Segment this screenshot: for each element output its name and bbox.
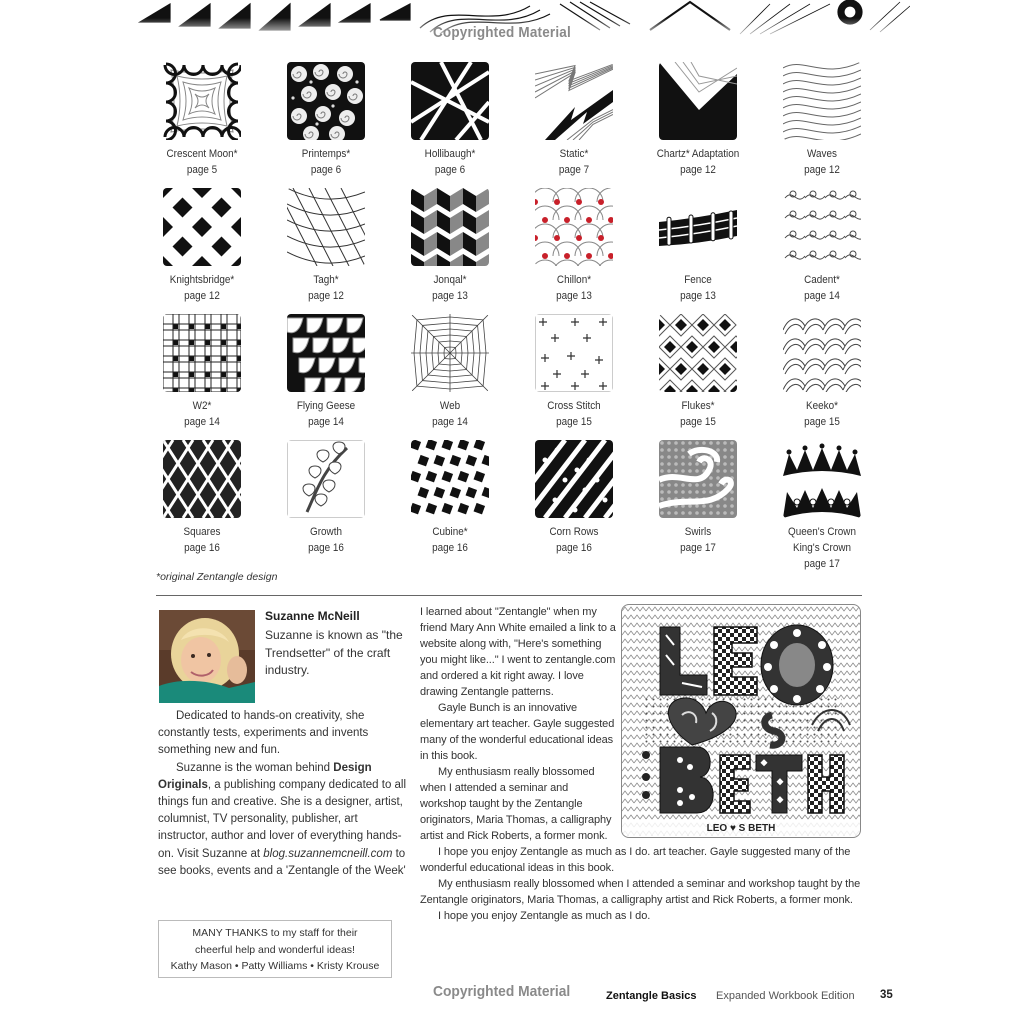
pattern-page-ref: page 6 [310, 164, 342, 176]
pattern-tile-chartz [636, 62, 760, 178]
article-paragraph-3: My enthusiasm really blossomed when I attended a seminar and workshop taught by the Zentangle originators, Maria Thomas, a calligraphy artist and Rick Roberts, a former monk. [420, 766, 612, 842]
pattern-swatch [783, 314, 861, 392]
pattern-page-ref: page 12 [804, 164, 840, 176]
author-bio [158, 708, 408, 880]
book-edition: Expanded Workbook Edition [716, 990, 855, 1002]
pattern-name: Squares [183, 526, 221, 538]
pattern-tile-cross-stitch [512, 314, 636, 430]
pattern-page-ref: page 16 [432, 542, 468, 554]
article-paragraph-4: I hope you enjoy Zentangle as much as I do. art teacher. Gayle suggested many of the wonderful educational ideas in this book. [420, 846, 851, 874]
bio-text: Suzanne is the woman behind [176, 761, 334, 774]
pattern-swatch [163, 314, 241, 392]
pattern-name: Flying Geese [296, 400, 356, 412]
pattern-swatch [535, 440, 613, 518]
pattern-name: Queen's Crown [788, 526, 856, 538]
pattern-name: King's Crown [792, 542, 852, 554]
pattern-tile-fence [636, 188, 760, 304]
pattern-page-ref: page 7 [558, 164, 590, 176]
pattern-swatch [287, 62, 365, 140]
thanks-line-2: cheerful help and wonderful ideas! [195, 943, 355, 956]
pattern-page-ref: page 15 [680, 416, 716, 428]
pattern-tile-crowns [760, 440, 884, 572]
pattern-tile-flukes [636, 314, 760, 430]
thanks-line-1: MANY THANKS to my staff for their [192, 927, 358, 939]
pattern-name: Chillon* [556, 274, 592, 286]
bio-text: , a publishing company dedicated to all things fun and creative. She is a designer, artist, columnist, TV personality, publisher, art instructor, author and lover of everything hands-on. Visit Suzanne at [158, 778, 407, 860]
pattern-swatch [287, 440, 365, 518]
thanks-staff-names: Kathy Mason • Patty Williams • Kristy Krouse [170, 960, 380, 972]
article-paragraph-2: Gayle Bunch is an innovative elementary art teacher. Gayle suggested many of the wonderful educational ideas in this book. [420, 702, 615, 762]
copyright-watermark-top: Copyrighted Material [433, 24, 571, 41]
pattern-page-ref: page 13 [556, 290, 592, 302]
pattern-swatch [783, 188, 861, 266]
pattern-name: Web [439, 400, 461, 412]
pattern-name: Tagh* [313, 274, 339, 286]
pattern-swatch [163, 440, 241, 518]
pattern-page-ref: page 17 [804, 558, 840, 570]
pattern-swatch [411, 440, 489, 518]
pattern-tile-keeko [760, 314, 884, 430]
pattern-name: Cadent* [804, 274, 840, 286]
article-paragraph-1: I learned about "Zentangle" when my friend Mary Ann White emailed a link to a website along with, "Here's something you might like..." I went to zentangle.com and ordered a kit right away. I love drawing Zentangle patterns. [420, 606, 616, 698]
pattern-swatch [659, 314, 737, 392]
pattern-page-ref: page 12 [184, 290, 220, 302]
pattern-tile-web [388, 314, 512, 430]
pattern-name: Keeko* [806, 400, 838, 412]
pattern-tile-crescent-moon [140, 62, 264, 178]
pattern-name: Knightsbridge* [169, 274, 235, 286]
pattern-swatch [783, 440, 861, 518]
pattern-name: Hollibaugh* [424, 148, 476, 160]
pattern-swatch [163, 188, 241, 266]
pattern-tile-swirls [636, 440, 760, 556]
book-title: Zentangle Basics [606, 990, 697, 1002]
pattern-tile-hollibaugh [388, 62, 512, 178]
pattern-name: Growth [310, 526, 342, 538]
article-paragraph-6: I hope you enjoy Zentangle as much as I do. [438, 910, 651, 922]
pattern-page-ref: page 17 [680, 542, 716, 554]
pattern-name: Cubine* [432, 526, 468, 538]
pattern-name: Flukes* [681, 400, 715, 412]
pattern-tile-tagh [264, 188, 388, 304]
pattern-tile-growth [264, 440, 388, 556]
pattern-swatch [535, 62, 613, 140]
article-paragraph-5: My enthusiasm really blossomed when I attended a seminar and workshop taught by the Zentangle originators, Maria Thomas, a calligraphy artist and Rick Roberts, a former monk. [420, 878, 861, 906]
pattern-page-ref: page 12 [680, 164, 716, 176]
pattern-name: Static* [559, 148, 589, 160]
pattern-page-ref: page 14 [184, 416, 220, 428]
pattern-name: Jonqal* [433, 274, 467, 286]
bio-text: to see books, events and a 'Zentangle of the Week' [158, 847, 406, 877]
pattern-tile-static [512, 62, 636, 178]
footnote: *original Zentangle design [156, 571, 278, 583]
pattern-page-ref: page 6 [434, 164, 466, 176]
pattern-swatch [287, 188, 365, 266]
pattern-name: Waves [807, 148, 837, 160]
pattern-page-ref: page 15 [804, 416, 840, 428]
pattern-swatch [783, 62, 861, 140]
pattern-name: Printemps* [301, 148, 351, 160]
pattern-name: Swirls [684, 526, 712, 538]
pattern-page-ref: page 16 [184, 542, 220, 554]
pattern-page-ref: page 14 [308, 416, 344, 428]
pattern-tile-corn-rows [512, 440, 636, 556]
pattern-page-ref: page 13 [432, 290, 468, 302]
author-intro: Suzanne is known as "the Trendsetter" of the craft industry. [265, 628, 403, 677]
pattern-swatch [535, 188, 613, 266]
bio-paragraph-2 [158, 760, 408, 880]
pattern-name: Crescent Moon* [166, 148, 238, 160]
pattern-swatch [659, 62, 737, 140]
artwork-lettering: LEO ♥ S BETH [622, 822, 860, 835]
pattern-name: Fence [684, 274, 712, 286]
pattern-page-ref: page 15 [556, 416, 592, 428]
pattern-page-ref: page 16 [556, 542, 592, 554]
pattern-tile-w2 [140, 314, 264, 430]
zentangle-lettering-artwork [621, 604, 861, 838]
pattern-swatch [411, 62, 489, 140]
section-divider [156, 595, 862, 596]
pattern-swatch [411, 188, 489, 266]
pattern-tile-knightsbridge [140, 188, 264, 304]
pattern-name: W2* [192, 400, 212, 412]
pattern-name: Cross Stitch [547, 400, 601, 412]
pattern-swatch [659, 188, 737, 266]
pattern-swatch [659, 440, 737, 518]
bio-paragraph-1: Dedicated to hands-on creativity, she constantly tests, experiments and invents something new and fun. [158, 710, 369, 757]
pattern-page-ref: page 14 [804, 290, 840, 302]
pattern-page-ref: page 5 [186, 164, 218, 176]
pattern-swatch [535, 314, 613, 392]
pattern-tile-jonqal [388, 188, 512, 304]
pattern-swatch [163, 62, 241, 140]
copyright-watermark-bottom: Copyrighted Material [433, 983, 571, 1000]
pattern-tile-cadent [760, 188, 884, 304]
pattern-page-ref: page 13 [680, 290, 716, 302]
pattern-tile-flying-geese [264, 314, 388, 430]
author-photo [159, 610, 255, 703]
pattern-name: Corn Rows [549, 526, 599, 538]
pattern-tile-chillon [512, 188, 636, 304]
pattern-tile-waves [760, 62, 884, 178]
pattern-name: Chartz* Adaptation [656, 148, 740, 160]
pattern-tile-printemps [264, 62, 388, 178]
pattern-tile-cubine [388, 440, 512, 556]
author-name: Suzanne McNeill [265, 609, 360, 623]
pattern-tile-squares [140, 440, 264, 556]
pattern-swatch [411, 314, 489, 392]
thanks-box [158, 920, 392, 978]
article-narrow-part [420, 604, 616, 844]
company-name: Design Originals [158, 761, 372, 791]
pattern-swatch [287, 314, 365, 392]
pattern-page-ref: page 16 [308, 542, 344, 554]
pattern-page-ref: page 14 [432, 416, 468, 428]
pattern-page-ref: page 12 [308, 290, 344, 302]
page-number: 35 [880, 989, 893, 1001]
blog-link[interactable]: blog.suzannemcneill.com [263, 847, 393, 860]
